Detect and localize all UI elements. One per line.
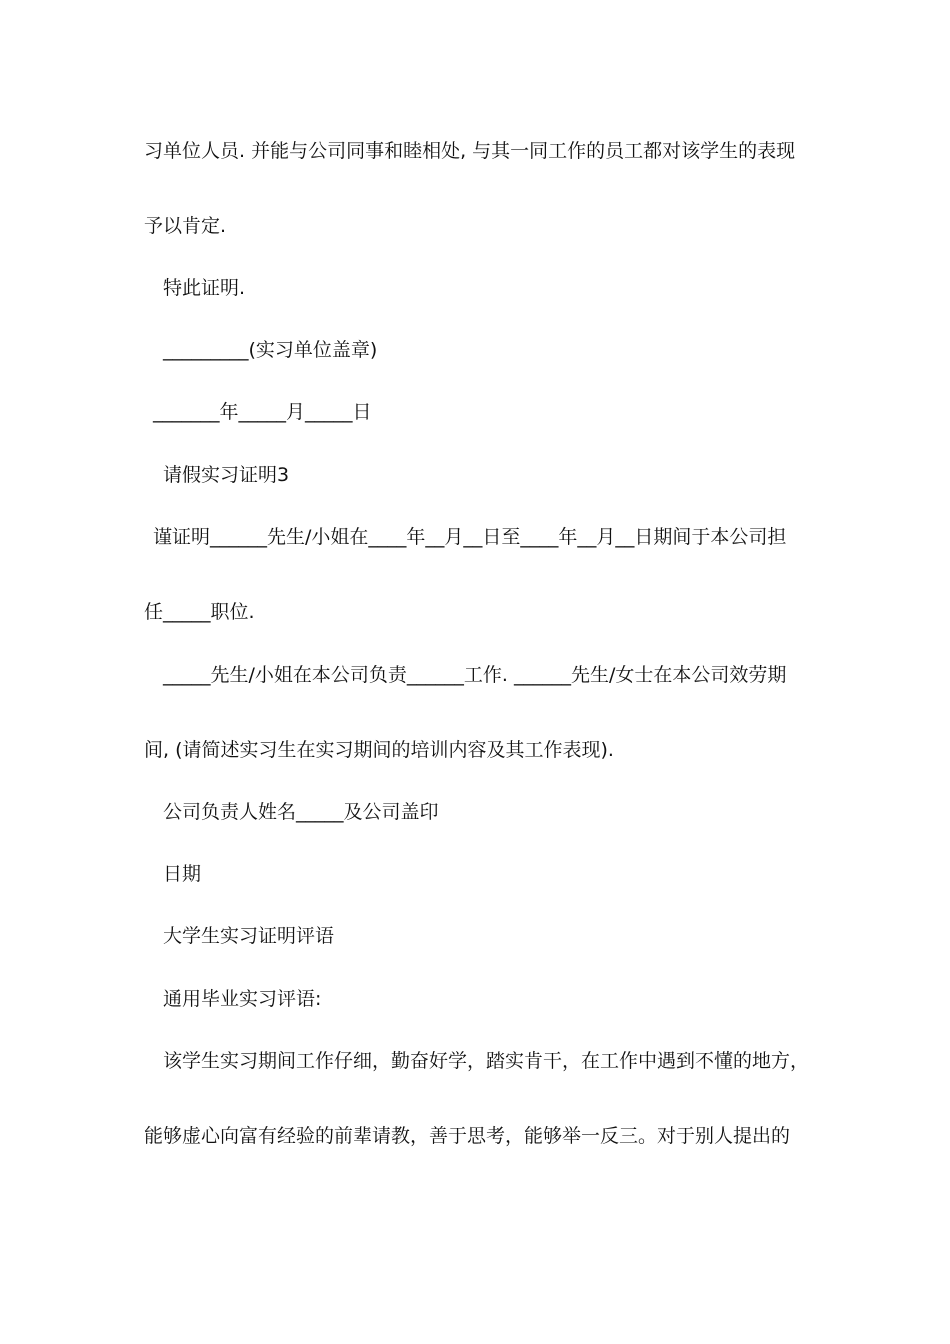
section-heading: 请假实习证明3 [163, 464, 290, 486]
certification-statement: 特此证明. [163, 277, 246, 299]
paragraph-line: 任_____职位. [144, 601, 255, 623]
seal-line: _________(实习单位盖章) [163, 339, 378, 361]
paragraph-line: 谨证明______先生/小姐在____年__月__日至____年__月__日期间于本公司担 [153, 526, 787, 548]
signature-line: 公司负责人姓名_____及公司盖印 [163, 801, 439, 823]
paragraph-line: 间, (请简述实习生在实习期间的培训内容及其工作表现). [144, 739, 614, 761]
section-heading: 大学生实习证明评语 [163, 925, 335, 947]
paragraph-line: _____先生/小姐在本公司负责______工作. ______先生/女士在本公司效劳期 [163, 664, 787, 686]
paragraph-line: 能够虚心向富有经验的前辈请教，善于思考，能够举一反三。对于别人提出的 [144, 1125, 791, 1147]
date-label: 日期 [163, 863, 202, 885]
subsection-heading: 通用毕业实习评语: [163, 988, 322, 1010]
paragraph-line: 该学生实习期间工作仔细，勤奋好学，踏实肯干，在工作中遇到不懂的地方， [163, 1050, 810, 1072]
paragraph-line: 习单位人员. 并能与公司同事和睦相处, 与其一同工作的员工都对该学生的表现 [144, 140, 796, 162]
date-line: _______年_____月_____日 [153, 401, 372, 423]
paragraph-line: 予以肯定. [144, 215, 227, 237]
